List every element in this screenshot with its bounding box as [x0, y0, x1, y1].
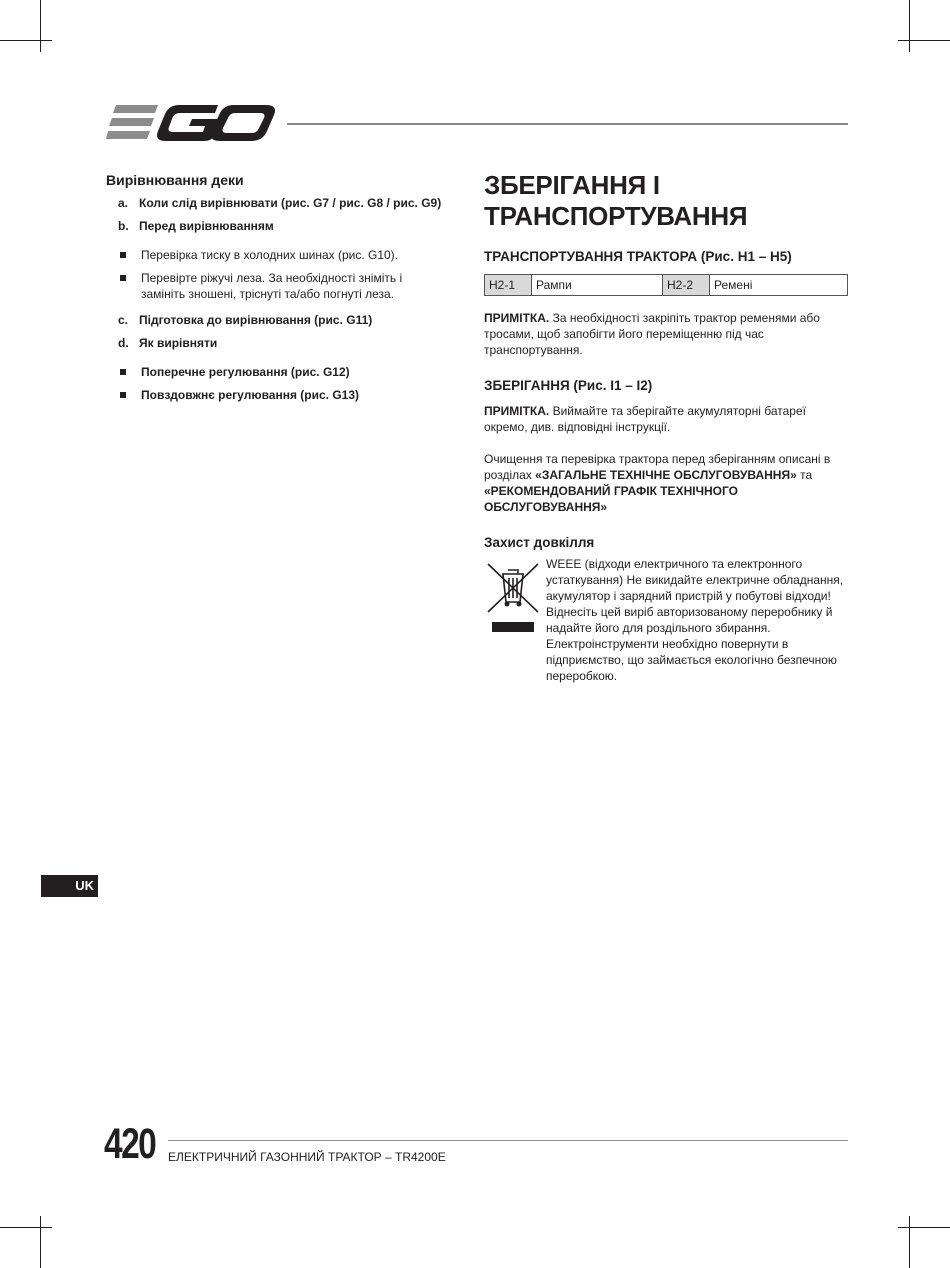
- note-label: ПРИМІТКА.: [484, 404, 550, 418]
- part-code: H2-2: [663, 275, 710, 296]
- bullet-item: [118, 364, 446, 380]
- footer-rule: [168, 1140, 848, 1141]
- part-code: H2-1: [485, 275, 532, 296]
- list-item: [118, 313, 446, 327]
- bullet-square-icon: [120, 392, 126, 398]
- deck-leveling-section: [106, 172, 446, 410]
- bullet-square-icon: [120, 252, 126, 258]
- header-rule: [287, 123, 848, 125]
- part-name: Рампи: [532, 275, 663, 296]
- paragraph-text: та: [800, 468, 813, 482]
- section-reference: «РЕКОМЕНДОВАНИЙ ГРАФІК ТЕХНІЧНОГО ОБСЛУГОВУВАННЯ»: [484, 484, 738, 514]
- bullet-item: [118, 270, 446, 302]
- bullet-text: Поперечне регулювання (рис. G12): [141, 365, 350, 379]
- paragraph-text: Очищення та перевірка трактора перед зберіганням описані в розділах: [484, 452, 831, 482]
- transport-note: [484, 310, 849, 358]
- note-text: За необхідності закріпіть трактор ременями або тросами, щоб запобігти його переміщенню під час транспортування.: [484, 311, 820, 357]
- weee-crossed-bin-icon: [484, 556, 542, 684]
- bullet-item: [118, 387, 446, 403]
- list-item: [118, 219, 446, 233]
- note-label: ПРИМІТКА.: [484, 311, 550, 325]
- storage-note: [484, 403, 849, 435]
- bullet-square-icon: [120, 369, 126, 375]
- storage-paragraph: [484, 451, 849, 515]
- note-text: Виймайте та зберігайте акумуляторні батареї окремо, див. відповідні інструкції.: [484, 404, 806, 434]
- bullet-text: Перевірте ріжучі леза. За необхідності зніміть і замініть зношені, тріснуті та/або погнуті леза.: [141, 271, 403, 301]
- ego-logo: [106, 104, 276, 142]
- storage-heading: ЗБЕРІГАННЯ (Рис. I1 – I2): [484, 378, 653, 393]
- transport-heading: ТРАНСПОРТУВАННЯ ТРАКТОРА (Рис. H1 – H5): [484, 249, 792, 264]
- item-label: Коли слід вирівнювати (рис. G7 / рис. G8 / рис. G9): [139, 196, 442, 210]
- item-label: Перед вирівнюванням: [139, 219, 274, 233]
- page-number: 420: [104, 1120, 156, 1168]
- item-letter: a.: [118, 196, 129, 210]
- item-letter: d.: [118, 336, 129, 350]
- weee-block: [484, 556, 849, 684]
- title-line: ТРАНСПОРТУВАННЯ: [484, 201, 748, 231]
- bullet-item: [118, 247, 446, 263]
- item-letter: c.: [118, 313, 129, 327]
- parts-table: [484, 274, 848, 296]
- bullet-square-icon: [120, 275, 126, 281]
- storage-transport-section: [484, 170, 849, 684]
- section-title: Вирівнювання деки: [106, 172, 244, 188]
- part-name: Ремені: [710, 275, 848, 296]
- environment-heading: Захист довкілля: [484, 535, 595, 550]
- bullet-text: Повздовжнє регулювання (рис. G13): [141, 388, 360, 402]
- table-row: [485, 275, 848, 296]
- weee-text: WEEE (відходи електричного та електронного устаткування) Не викидайте електричне обладнання, акумулятор і зарядний пристрій у побутові відходи! Віднесіть цей виріб авторизованому переробнику й надайте його для роздільного збирання. Електроінструменти необхідно повернути в підприємство, що займається екологічно безпечною переробкою.: [546, 557, 844, 683]
- language-tab: UK: [41, 875, 98, 897]
- item-label: Підготовка до вирівнювання (рис. G11): [139, 313, 373, 327]
- footer-title: ЕЛЕКТРИЧНИЙ ГАЗОННИЙ ТРАКТОР – TR4200E: [168, 1150, 446, 1164]
- section-reference: «ЗАГАЛЬНЕ ТЕХНІЧНЕ ОБСЛУГОВУВАННЯ»: [535, 468, 797, 482]
- list-item: [118, 336, 446, 350]
- title-line: ЗБЕРІГАННЯ І: [484, 170, 660, 200]
- item-letter: b.: [118, 219, 129, 233]
- page-title: [484, 170, 849, 232]
- bullet-text: Перевірка тиску в холодних шинах (рис. G10).: [141, 248, 399, 262]
- list-item: [118, 196, 446, 210]
- item-label: Як вирівняти: [139, 336, 218, 350]
